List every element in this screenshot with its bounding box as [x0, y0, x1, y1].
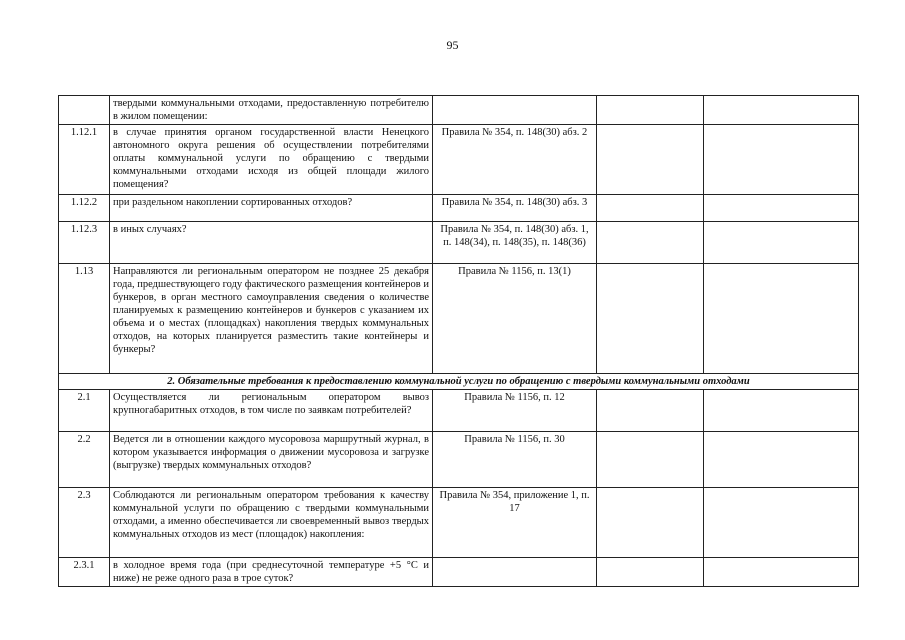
question-text: в иных случаях?	[110, 222, 433, 264]
empty-cell	[597, 195, 704, 222]
question-text: твердыми коммунальными отходами, предоставленную потребителю в жилом помещении:	[110, 96, 433, 125]
row-number: 2.2	[59, 432, 110, 488]
section-header-row	[59, 374, 859, 390]
table-row	[59, 125, 859, 195]
table-row	[59, 390, 859, 432]
legal-reference: Правила № 354, п. 148(30) абз. 3	[433, 195, 597, 222]
row-number: 2.3.1	[59, 558, 110, 587]
legal-reference: Правила № 1156, п. 30	[433, 432, 597, 488]
legal-reference: Правила № 1156, п. 12	[433, 390, 597, 432]
checklist-table	[58, 95, 859, 587]
question-text: в холодное время года (при среднесуточной температуре +5 °С и ниже) не реже одного раза в трое суток?	[110, 558, 433, 587]
empty-cell	[597, 488, 704, 558]
table-row	[59, 96, 859, 125]
section-title: 2. Обязательные требования к предоставлению коммунальной услуги по обращению с твердыми коммунальными отходами	[59, 374, 859, 390]
empty-cell	[597, 222, 704, 264]
table-row	[59, 488, 859, 558]
empty-cell	[704, 125, 859, 195]
empty-cell	[704, 222, 859, 264]
empty-cell	[597, 125, 704, 195]
table-row	[59, 558, 859, 587]
empty-cell	[704, 488, 859, 558]
empty-cell	[597, 96, 704, 125]
question-text: Осуществляется ли региональным оператором вывоз крупногабаритных отходов, в том числе по заявкам потребителей?	[110, 390, 433, 432]
empty-cell	[704, 195, 859, 222]
legal-reference: Правила № 1156, п. 13(1)	[433, 264, 597, 374]
question-text: Соблюдаются ли региональным оператором требования к качеству коммунальной услуги по обращению с твердыми коммунальными отходами, а именно обеспечивается ли своевременный вывоз твердых коммунальных отходов из мест (площадок) накопления:	[110, 488, 433, 558]
empty-cell	[597, 264, 704, 374]
empty-cell	[704, 96, 859, 125]
question-text: при раздельном накоплении сортированных отходов?	[110, 195, 433, 222]
question-text: Направляются ли региональным оператором не позднее 25 декабря года, предшествующего году фактического размещения контейнеров и бункеров, в орган местного самоуправления сведения о количестве планируемых к размещению контейнеров и бункеров с указанием их объема и о местах (площадках) накопления твердых коммунальных отходов, на которых планируется разместить такие контейнеры и бункеры?	[110, 264, 433, 374]
table-row	[59, 195, 859, 222]
legal-reference	[433, 96, 597, 125]
row-number	[59, 96, 110, 125]
empty-cell	[704, 390, 859, 432]
empty-cell	[597, 558, 704, 587]
empty-cell	[597, 390, 704, 432]
empty-cell	[704, 432, 859, 488]
row-number: 1.12.1	[59, 125, 110, 195]
legal-reference	[433, 558, 597, 587]
question-text: в случае принятия органом государственной власти Ненецкого автономного округа решения об осуществлении потребителями оплаты коммунальной услуги по обращению с твердыми коммунальными отходами исходя из общей площади жилого помещения?	[110, 125, 433, 195]
legal-reference: Правила № 354, п. 148(30) абз. 2	[433, 125, 597, 195]
legal-reference: Правила № 354, п. 148(30) абз. 1, п. 148(34), п. 148(35), п. 148(36)	[433, 222, 597, 264]
row-number: 2.1	[59, 390, 110, 432]
table-row	[59, 222, 859, 264]
row-number: 2.3	[59, 488, 110, 558]
table-row	[59, 264, 859, 374]
row-number: 1.12.2	[59, 195, 110, 222]
page-number: 95	[446, 38, 459, 52]
row-number: 1.12.3	[59, 222, 110, 264]
empty-cell	[704, 264, 859, 374]
empty-cell	[704, 558, 859, 587]
question-text: Ведется ли в отношении каждого мусоровоза маршрутный журнал, в котором указывается информация о движении мусоровоза и загрузке (выгрузке) твердых коммунальных отходов?	[110, 432, 433, 488]
row-number: 1.13	[59, 264, 110, 374]
legal-reference: Правила № 354, приложение 1, п. 17	[433, 488, 597, 558]
table-row	[59, 432, 859, 488]
empty-cell	[597, 432, 704, 488]
